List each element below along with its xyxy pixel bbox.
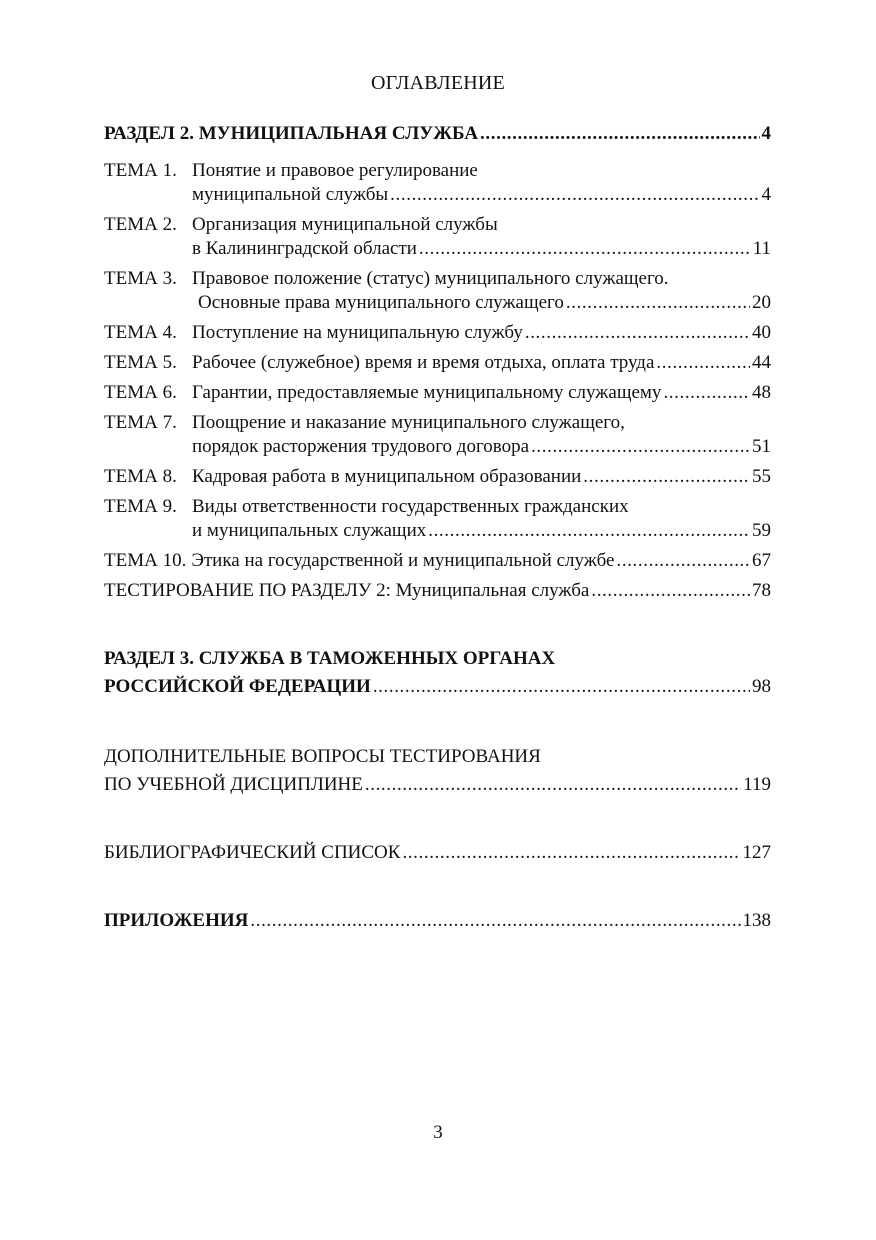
toc-page-number: 40 — [752, 322, 771, 343]
toc-entry-label: ТЕСТИРОВАНИЕ ПО РАЗДЕЛУ 2: Муниципальная служба — [104, 580, 590, 601]
toc-entry-topic-8[interactable] — [104, 465, 771, 489]
toc-entry-testing[interactable] — [104, 579, 771, 603]
toc-page-number: 11 — [752, 238, 771, 259]
toc-entry-label: ПРИЛОЖЕНИЯ — [104, 910, 249, 931]
toc-page-number: 55 — [752, 466, 771, 487]
topic-number: ТЕМА 4. — [104, 322, 177, 343]
page-title: ОГЛАВЛЕНИЕ — [371, 72, 505, 94]
toc-entry-label: РОССИЙСКОЙ ФЕДЕРАЦИИ — [104, 676, 371, 697]
toc-entry-appendices[interactable] — [104, 909, 771, 933]
topic-title-line: Правовое положение (статус) муниципального служащего. — [192, 268, 669, 289]
dot-leader — [250, 909, 740, 933]
toc-page-number: 67 — [752, 550, 771, 571]
dot-leader — [656, 351, 750, 375]
dot-leader — [373, 675, 750, 699]
topic-title-line: Рабочее (служебное) время и время отдыха, оплата труда — [192, 352, 655, 373]
toc-entry-label: ДОПОЛНИТЕЛЬНЫЕ ВОПРОСЫ ТЕСТИРОВАНИЯ — [104, 746, 541, 767]
toc-entry-topic-3[interactable] — [104, 267, 771, 315]
topic-title-line: в Калининградской области — [192, 238, 417, 259]
toc-page-number: 4 — [761, 184, 771, 205]
topic-title-line: Гарантии, предоставляемые муниципальному служащему — [192, 382, 662, 403]
toc-page-number: 48 — [752, 382, 771, 403]
toc-entry-section-3[interactable] — [104, 647, 771, 699]
topic-title-line: порядок расторжения трудового договора — [192, 436, 530, 457]
toc-page-number: 4 — [761, 123, 771, 144]
toc-page-number: 98 — [752, 676, 771, 697]
toc-entry-topic-4[interactable] — [104, 321, 771, 345]
dot-leader — [419, 237, 751, 261]
dot-leader — [365, 773, 741, 797]
topic-title-line: Виды ответственности государственных гражданских — [192, 496, 629, 517]
topic-title-line: муниципальной службы — [192, 184, 389, 205]
dot-leader — [566, 291, 750, 315]
toc-entry-label: БИБЛИОГРАФИЧЕСКИЙ СПИСОК — [104, 842, 401, 863]
dot-leader — [617, 549, 751, 573]
topic-number: ТЕМА 9. — [104, 496, 177, 517]
dot-leader — [583, 465, 750, 489]
toc-entry-bibliography[interactable] — [104, 841, 771, 865]
toc-page-number: 59 — [752, 520, 771, 541]
toc-entry-topic-7[interactable] — [104, 411, 771, 459]
topic-number: ТЕМА 7. — [104, 412, 177, 433]
toc-page-number: 138 — [742, 910, 771, 931]
topic-number: ТЕМА 10. — [104, 550, 187, 571]
toc-page-number: 78 — [752, 580, 771, 601]
topic-title-line: Организация муниципальной службы — [192, 214, 498, 235]
topic-title-line: Основные права муниципального служащего — [198, 292, 564, 313]
toc-entry-topic-5[interactable] — [104, 351, 771, 375]
topic-number: ТЕМА 6. — [104, 382, 177, 403]
topic-title-line: Понятие и правовое регулирование — [192, 160, 478, 181]
dot-leader — [402, 841, 740, 865]
page-number: 3 — [433, 1122, 443, 1143]
toc-entry-label: РАЗДЕЛ 2. МУНИЦИПАЛЬНАЯ СЛУЖБА — [104, 123, 479, 144]
topic-number: ТЕМА 1. — [104, 160, 177, 181]
topic-title-line: Этика на государственной и муниципальной службе — [191, 550, 615, 571]
toc-entry-topic-6[interactable] — [104, 381, 771, 405]
topic-title-line: Поощрение и наказание муниципального служащего, — [192, 412, 625, 433]
toc-entry-topic-2[interactable] — [104, 213, 771, 261]
toc-entry-section-2[interactable] — [104, 122, 771, 146]
dot-leader — [663, 381, 750, 405]
toc-entry-label: РАЗДЕЛ 3. СЛУЖБА В ТАМОЖЕННЫХ ОРГАНАХ — [104, 648, 556, 669]
toc-entry-topic-1[interactable] — [104, 159, 771, 207]
dot-leader — [591, 579, 750, 603]
topic-title-line: Поступление на муниципальную службу — [192, 322, 523, 343]
toc-page-number: 119 — [743, 774, 771, 795]
topic-number: ТЕМА 5. — [104, 352, 177, 373]
toc-page-number: 20 — [752, 292, 771, 313]
toc-page-number: 44 — [752, 352, 771, 373]
dot-leader — [531, 435, 750, 459]
topic-number: ТЕМА 8. — [104, 466, 177, 487]
topic-number: ТЕМА 3. — [104, 268, 177, 289]
toc-entry-extra-questions[interactable] — [104, 745, 771, 797]
toc-page-number: 127 — [742, 842, 771, 863]
dot-leader — [480, 122, 759, 146]
dot-leader — [428, 519, 750, 543]
dot-leader — [390, 183, 759, 207]
toc-entry-topic-10[interactable] — [104, 549, 771, 573]
toc-entry-label: ПО УЧЕБНОЙ ДИСЦИПЛИНЕ — [104, 774, 363, 795]
topic-number: ТЕМА 2. — [104, 214, 177, 235]
toc-page-number: 51 — [752, 436, 771, 457]
toc-entry-topic-9[interactable] — [104, 495, 771, 543]
dot-leader — [525, 321, 750, 345]
topic-title-line: и муниципальных служащих — [192, 520, 427, 541]
topic-title-line: Кадровая работа в муниципальном образовании — [192, 466, 582, 487]
table-of-contents — [104, 122, 771, 933]
